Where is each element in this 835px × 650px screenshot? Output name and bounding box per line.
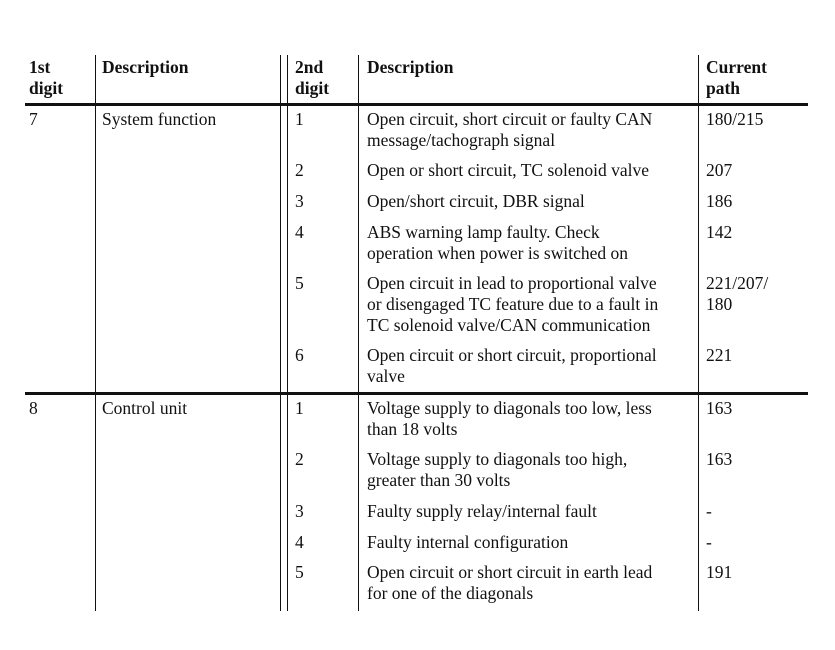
header-current-path: Current path [706,57,767,98]
row-digit: 5 [295,562,304,582]
row-current-path: 207 [706,160,733,180]
row-description: ABS warning lamp faulty. Check operation when power is switched on [367,222,628,263]
row-current-path: - [706,501,712,521]
row-digit: 5 [295,273,304,293]
row-digit: 2 [295,160,304,180]
row-description: Open circuit or short circuit, proportional valve [367,345,657,386]
group-rule [25,392,808,395]
header-rule [25,103,808,106]
row-digit: 4 [295,532,304,552]
row-description: Faulty supply relay/internal fault [367,501,597,521]
row-digit: 6 [295,345,304,365]
row-current-path: 142 [706,222,733,242]
row-digit: 2 [295,449,304,469]
row-description: Voltage supply to diagonals too low, less than 18 volts [367,398,652,439]
header-description: Description [367,57,454,77]
row-description: Open circuit, short circuit or faulty CAN message/tachograph signal [367,109,653,150]
row-current-path: 221 [706,345,733,365]
group-digit: 7 [29,109,38,129]
row-current-path: 180/215 [706,109,764,129]
group-description: System function [102,109,217,129]
header-second-digit: 2nd digit [295,57,330,98]
row-digit: 3 [295,501,304,521]
row-current-path: 163 [706,449,733,469]
column-divider [287,55,288,611]
row-current-path: 186 [706,191,733,211]
column-divider [358,55,359,611]
row-description: Voltage supply to diagonals too high, greater than 30 volts [367,449,628,490]
row-description: Open or short circuit, TC solenoid valve [367,160,650,180]
group-description: Control unit [102,398,188,418]
row-digit: 3 [295,191,304,211]
row-description: Open/short circuit, DBR signal [367,191,585,211]
header-description: Description [102,57,189,77]
row-description: Faulty internal configuration [367,532,569,552]
group-digit: 8 [29,398,38,418]
row-current-path: 221/207/ 180 [706,273,769,314]
header-first-digit: 1st digit [29,57,64,98]
row-description: Open circuit in lead to proportional valve or disengaged TC feature due to a fault in TC solenoid valve/CAN communication [367,273,659,335]
row-current-path: 191 [706,562,733,582]
fault-code-table [25,55,808,611]
row-digit: 1 [295,398,304,418]
row-current-path: - [706,532,712,552]
column-divider [280,55,281,611]
row-current-path: 163 [706,398,733,418]
row-description: Open circuit or short circuit in earth lead for one of the diagonals [367,562,653,603]
column-divider [95,55,96,611]
row-digit: 1 [295,109,304,129]
row-digit: 4 [295,222,304,242]
column-divider [698,55,699,611]
